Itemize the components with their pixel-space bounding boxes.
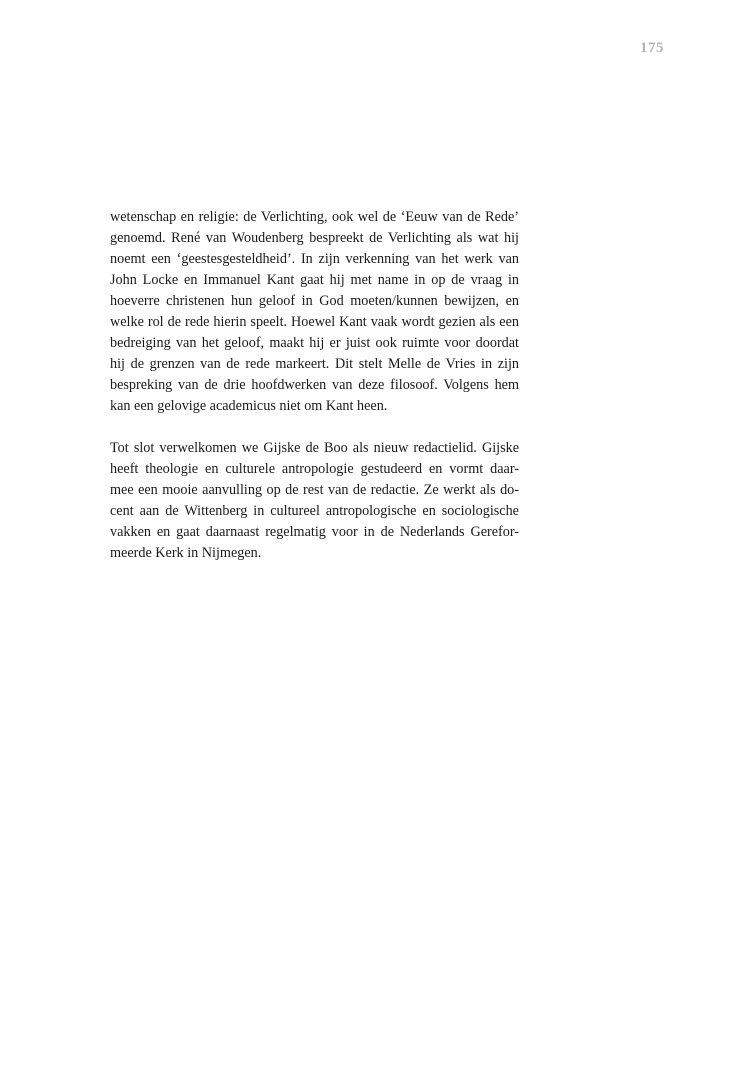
paragraph-2 [110, 438, 519, 564]
text-line: heeft theologie en culturele antropologie gestudeerd en vormt daar- [110, 461, 519, 477]
paragraph-1 [110, 207, 519, 417]
text-line: hij de grenzen van de rede markeert. Dit stelt Melle de Vries in zijn [110, 356, 519, 372]
text-line: noemt een ‘geestesgesteldheid’. In zijn verkenning van het werk van [110, 251, 519, 267]
text-line: kan een gelovige academicus niet om Kant heen. [110, 398, 388, 414]
text-line: meerde Kerk in Nijmegen. [110, 545, 262, 561]
text-line: wetenschap en religie: de Verlichting, ook wel de ‘Eeuw van de Rede’ [110, 209, 519, 225]
text-line: John Locke en Immanuel Kant gaat hij met name in op de vraag in [110, 272, 519, 288]
page-number: 175 [640, 40, 664, 56]
text-line: hoeverre christenen hun geloof in God moeten/kunnen bewijzen, en [110, 293, 519, 309]
text-line: mee een mooie aanvulling op de rest van de redactie. Ze werkt als do- [110, 482, 519, 498]
text-line: welke rol de rede hierin speelt. Hoewel Kant vaak wordt gezien als een [110, 314, 519, 330]
text-line: Tot slot verwelkomen we Gijske de Boo als nieuw redactielid. Gijske [110, 440, 519, 456]
body-text [110, 207, 519, 564]
text-line: genoemd. René van Woudenberg bespreekt de Verlichting als wat hij [110, 230, 519, 246]
paragraph-spacer [110, 417, 519, 438]
text-line: bedreiging van het geloof, maakt hij er juist ook ruimte voor doordat [110, 335, 519, 351]
text-line: bespreking van de drie hoofdwerken van deze filosoof. Volgens hem [110, 377, 519, 393]
text-line: cent aan de Wittenberg in cultureel antropologische en sociologische [110, 503, 519, 519]
text-line: vakken en gaat daarnaast regelmatig voor in de Nederlands Gerefor- [110, 524, 519, 540]
